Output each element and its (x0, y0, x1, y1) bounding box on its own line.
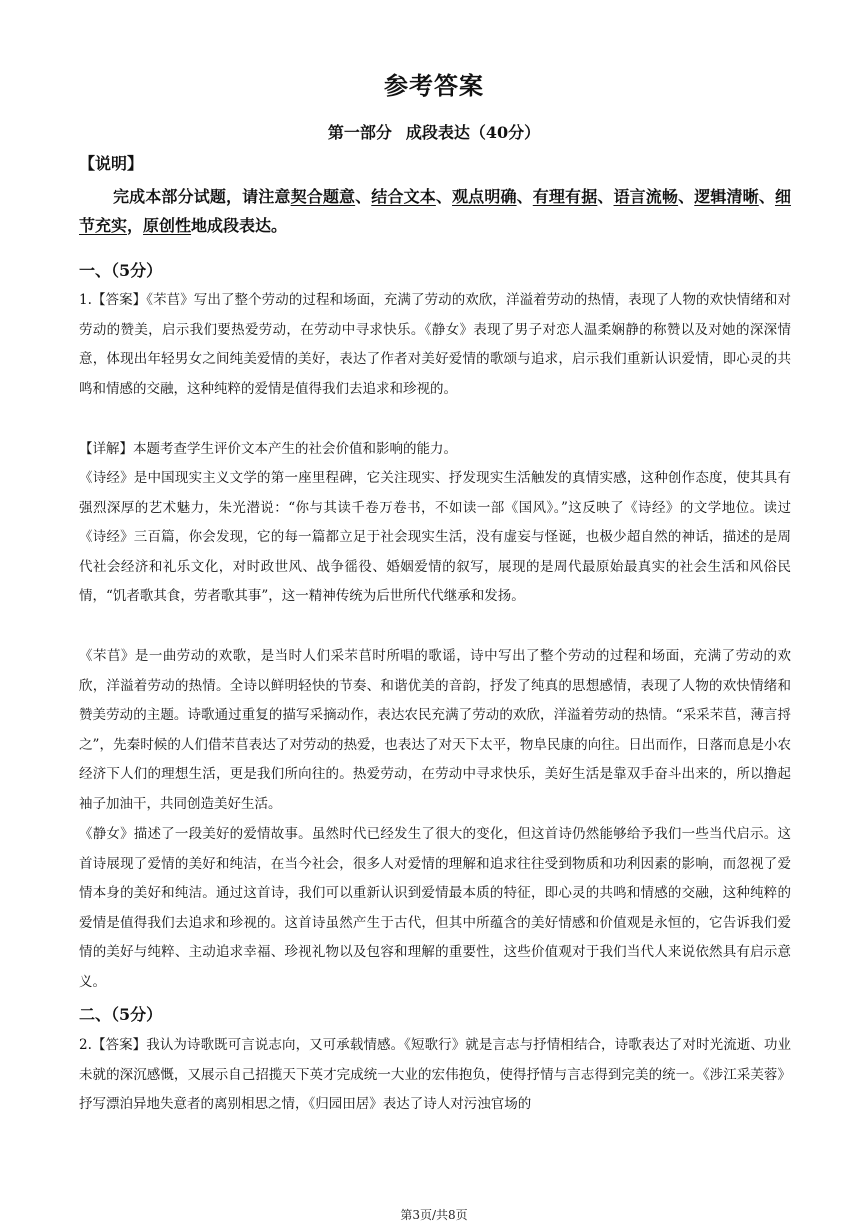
detail-1-text: 【详解】本题考查学生评价文本产生的社会价值和影响的能力。 (79, 441, 457, 457)
answer-2-text: 2.【答案】我认为诗歌既可言说志向，又可承载情感。《短歌行》就是言志与抒情相结合，诗歌表达了对时光流逝、功业未就的深沉感慨，又展示自己招揽天下英才完成统一大业的宏伟抱负，使得抒情与言志得到完美的统一。《涉江采芙蓉》抒写漂泊异地失意者的离别相思之情，《归园田居》表达了诗人对污浊官场的 (79, 1037, 791, 1113)
instruction-text: 完成本部分试题，请注意 (113, 187, 291, 206)
part-topic: 成段表达（40分） (405, 123, 541, 142)
instruction-keyword: 语言流畅 (613, 187, 679, 206)
instruction-keyword: 逻辑清晰 (694, 187, 759, 206)
note-instructions (79, 182, 791, 240)
part-name: 第一部分 (327, 123, 392, 142)
page-title: 参考答案 (384, 71, 484, 100)
instruction-text: ， (127, 216, 144, 235)
instruction-keyword: 观点明确 (452, 187, 517, 206)
instruction-text: 、 (435, 187, 453, 206)
instruction-text: 、 (678, 187, 695, 206)
page-number: 第3页/共8页 (400, 1208, 468, 1222)
section-2-heading: 二、（5分） (79, 1005, 163, 1024)
paragraph-fuyi: 《芣苢》是一曲劳动的欢歌，是当时人们采芣苢时所唱的歌谣，诗中写出了整个劳动的过程和场面，充满了劳动的欢欣，洋溢着劳动的热情。全诗以鲜明轻快的节奏、和谐优美的音韵，抒发了纯真的思想感情，表现了人物的欢快情绪和赞美劳动的主题。诗歌通过重复的描写采摘动作，表达农民充满了劳动的欢欣，洋溢着劳动的热情。“采采芣苢，薄言捋之”，先秦时候的人们借芣苢表达了对劳动的热爱，也表达了对天下太平，物阜民康的向往。日出而作，日落而息是小农经济下人们的理想生活，更是我们所向往的。热爱劳动，在劳动中寻求快乐，美好生活是靠双手奋斗出来的，所以撸起袖子加油干，共同创造美好生活。 (79, 648, 791, 812)
answer-1-text: 1.【答案】《芣苢》写出了整个劳动的过程和场面，充满了劳动的欢欣，洋溢着劳动的热情，表现了人物的欢快情绪和对劳动的赞美，启示我们要热爱劳动，在劳动中寻求快乐。《静女》表现了男子对恋人温柔娴静的称赞以及对她的深深情意，体现出年轻男女之间纯美爱情的美好，表达了作者对美好爱情的歌颂与追求，启示我们重新认识爱情，即心灵的共鸣和情感的交融，这种纯粹的爱情是值得我们去追求和珍视的。 (79, 292, 791, 397)
instruction-keyword: 细节充实 (79, 187, 791, 235)
instruction-text: 、 (597, 187, 614, 206)
instruction-text: 、 (758, 187, 775, 206)
instruction-keyword: 有理有据 (532, 187, 598, 206)
paragraph-shijing: 《诗经》是中国现实主义文学的第一座里程碑，它关注现实、抒发现实生活触发的真情实感，这种创作态度，使其具有强烈深厚的艺术魅力，朱光潜说：“你与其读千卷万卷书，不如读一部《国风》。”这反映了《诗经》的文学地位。读过《诗经》三百篇，你会发现，它的每一篇都立足于社会现实生活，没有虚妄与怪诞，也极少超自然的神话，描述的是周代社会经济和礼乐文化，对时政世风、战争徭役、婚姻爱情的叙写，展现的是周代最原始最真实的社会生活和风俗民情，“饥者歌其食，劳者歌其事”，这一精神传统为后世所代代继承和发扬。 (79, 470, 791, 605)
section-1-heading: 一、（5分） (79, 261, 163, 280)
part-heading (0, 120, 868, 143)
instruction-keyword: 结合文本 (371, 187, 436, 206)
paragraph-jingnv: 《静女》描述了一段美好的爱情故事。虽然时代已经发生了很大的变化，但这首诗仍然能够给予我们一些当代启示。这首诗展现了爱情的美好和纯洁，在当今社会，很多人对爱情的理解和追求往往受到物质和功利因素的影响，而忽视了爱情本身的美好和纯洁。通过这首诗，我们可以重新认识到爱情最本质的特征，即心灵的共鸣和情感的交融，这种纯粹的爱情是值得我们去追求和珍视的。这首诗虽然产生于古代，但其中所蕴含的美好情感和价值观是永恒的，它告诉我们爱情的美好与纯粹、主动追求幸福、珍视礼物以及包容和理解的重要性，这些价值观对于我们当代人来说依然具有启示意义。 (79, 826, 791, 990)
note-header: 【说明】 (79, 154, 144, 173)
instruction-keyword: 原创性 (143, 216, 192, 235)
instruction-text: 地成段表达。 (191, 216, 288, 235)
instruction-text: 、 (355, 187, 372, 206)
instruction-keyword: 契合题意 (290, 187, 356, 206)
instruction-text: 、 (516, 187, 533, 206)
